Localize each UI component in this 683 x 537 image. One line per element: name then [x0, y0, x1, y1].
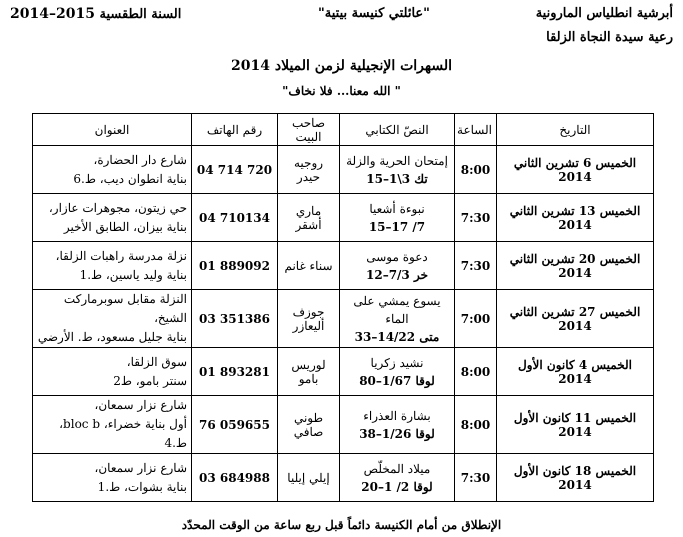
- cell-time: 8:00: [455, 146, 497, 194]
- text-title: نبوءة أشعيا: [369, 201, 425, 216]
- cell-date: الخميس 18 كانون الأول 2014: [497, 454, 654, 502]
- address-line-1: حي زيتون، مجوهرات عازار،: [48, 200, 187, 215]
- text-reference: 7/ 17–15: [368, 219, 426, 234]
- cell-text: [340, 146, 455, 194]
- cell-address: [33, 396, 192, 454]
- cell-phone: 03 351386: [192, 290, 278, 348]
- cell-address: [33, 454, 192, 502]
- cell-host: إيلي إيليا: [278, 454, 340, 502]
- cell-date: الخميس 6 تشرين الثاني 2014: [497, 146, 654, 194]
- cell-date: الخميس 11 كانون الأول 2014: [497, 396, 654, 454]
- cell-text: [340, 396, 455, 454]
- cell-phone: 01 893281: [192, 348, 278, 396]
- cell-address: [33, 348, 192, 396]
- table-header-row: [33, 114, 654, 146]
- cell-time: 8:00: [455, 348, 497, 396]
- cell-phone: 76 059655: [192, 396, 278, 454]
- address-line-1: سوق الزلقا،: [126, 354, 187, 369]
- text-title: بشارة العذراء: [363, 408, 431, 423]
- text-reference: خر 7/3–12: [365, 267, 428, 282]
- header-date: التاريخ: [497, 114, 654, 146]
- address-line-1: شارع نزار سمعان،: [94, 460, 187, 475]
- cell-date: الخميس 4 كانون الأول 2014: [497, 348, 654, 396]
- table-row: [33, 146, 654, 194]
- cell-phone: 04 714 720: [192, 146, 278, 194]
- cell-host: ماري أشقر: [278, 194, 340, 242]
- address-line-2: بناية بشوات، ط.1: [97, 479, 187, 494]
- cell-address: [33, 194, 192, 242]
- cell-text: [340, 290, 455, 348]
- address-line-1: شارع دار الحضارة،: [93, 152, 187, 167]
- header-host: صاحب البيت: [278, 114, 340, 146]
- header-address: العنوان: [33, 114, 192, 146]
- text-reference: متى 14/22–33: [354, 329, 440, 344]
- cell-text: [340, 454, 455, 502]
- cell-date: الخميس 13 تشرين الثاني 2014: [497, 194, 654, 242]
- cell-time: 7:30: [455, 454, 497, 502]
- diocese-name: أبرشية انطلياس المارونية: [535, 6, 673, 21]
- motto: " الله معنا... فلا نخاف": [282, 84, 401, 98]
- table-row: [33, 348, 654, 396]
- cell-host: روجيه حيدر: [278, 146, 340, 194]
- header-phone: رقم الهاتف: [192, 114, 278, 146]
- cell-time: 7:00: [455, 290, 497, 348]
- address-line-1: شارع نزار سمعان،: [94, 398, 187, 412]
- cell-text: [340, 242, 455, 290]
- text-reference: لوقا 2/ 1–20: [361, 479, 433, 494]
- cell-host: لوريس بامو: [278, 348, 340, 396]
- header-time: الساعة: [455, 114, 497, 146]
- text-title: دعوة موسى: [366, 249, 428, 264]
- table-row: [33, 290, 654, 348]
- schedule-table: [32, 113, 654, 502]
- cell-time: 7:30: [455, 194, 497, 242]
- text-reference: لوقا 1/67–80: [359, 373, 435, 388]
- table-row: [33, 396, 654, 454]
- cell-phone: 04 710134: [192, 194, 278, 242]
- address-line-1: النزلة مقابل سوبرماركت الشيخ،: [63, 292, 187, 325]
- cell-text: [340, 194, 455, 242]
- text-reference: لوقا 1/26–38: [359, 426, 435, 441]
- cell-host: سناء غانم: [278, 242, 340, 290]
- text-title: إمتحان الحرية والزلة: [346, 153, 448, 168]
- slogan: "عائلتي كنيسة بيتية": [318, 6, 430, 21]
- text-title: نشيد زكريا: [370, 355, 424, 370]
- liturgical-year: [10, 6, 181, 22]
- table-row: [33, 454, 654, 502]
- cell-address: [33, 146, 192, 194]
- liturgical-year-value: 2015–2014: [10, 6, 95, 22]
- liturgical-year-label: السنة الطقسية: [99, 7, 182, 22]
- cell-time: 7:30: [455, 242, 497, 290]
- cell-host: جوزف أليعازر: [278, 290, 340, 348]
- cell-phone: 01 889092: [192, 242, 278, 290]
- table-row: [33, 194, 654, 242]
- header-text: النصّ الكتابي: [340, 114, 455, 146]
- footer-note: الإنطلاق من أمام الكنيسة دائماً قبل ربع ساعة من الوقت المحدّد: [181, 518, 502, 532]
- cell-text: [340, 348, 455, 396]
- cell-date: الخميس 27 تشرين الثاني 2014: [497, 290, 654, 348]
- cell-address: [33, 242, 192, 290]
- text-title: يسوع يمشي على الماء: [353, 293, 441, 326]
- address-line-2: سنتر بامو، ط2: [113, 373, 187, 388]
- address-line-2: بناية انطوان ديب، ط.6: [73, 171, 187, 186]
- address-line-2: بناية وليد ياسين، ط.1: [79, 267, 187, 282]
- cell-address: [33, 290, 192, 348]
- cell-time: 8:00: [455, 396, 497, 454]
- cell-date: الخميس 20 تشرين الثاني 2014: [497, 242, 654, 290]
- parish-name: رعية سيدة النجاة الزلقا: [546, 30, 673, 45]
- address-line-2: أول بناية خضراء، bloc b، ط.4: [59, 417, 187, 450]
- cell-phone: 03 684988: [192, 454, 278, 502]
- address-line-2: بناية جليل مسعود، ط. الأرضي: [37, 330, 187, 344]
- cell-host: طوني صافي: [278, 396, 340, 454]
- text-reference: تك 3\1–15: [366, 171, 428, 186]
- table-row: [33, 242, 654, 290]
- text-title: ميلاد المخلّص: [363, 461, 431, 476]
- address-line-2: بناية بيزان، الطابق الأخير: [63, 219, 187, 234]
- document-title: السهرات الإنجيلية لزمن الميلاد 2014: [231, 58, 452, 74]
- address-line-1: نزلة مدرسة راهبات الزلقا،: [55, 248, 187, 263]
